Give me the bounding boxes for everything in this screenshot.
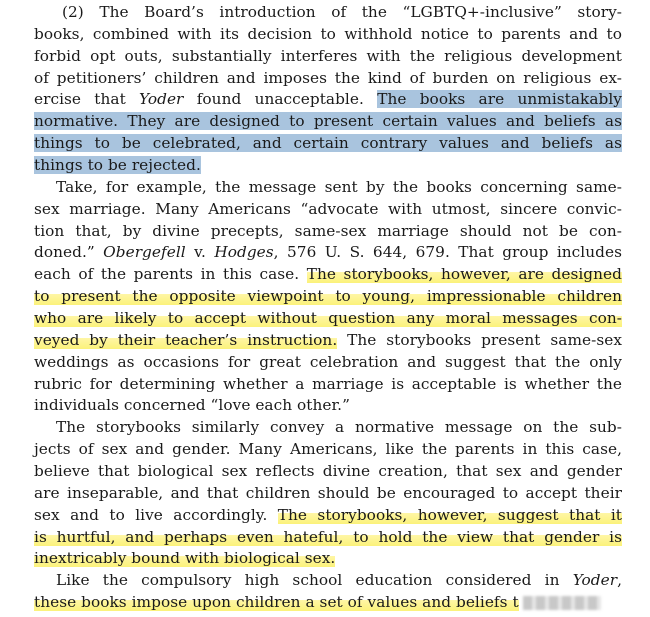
line-text: The storybooks similarly convey a normative message on the sub- — [56, 418, 622, 437]
text-line — [34, 308, 622, 330]
line-text: rubric for determining whether a marriage is acceptable is whether the — [34, 374, 622, 393]
case-name-italic: Yoder — [139, 90, 184, 109]
text-line — [34, 68, 622, 90]
line-text: (2) The Board’s introduction of the “LGBTQ+-inclusive” story- — [62, 3, 622, 21]
line-text: , 576 U. S. 644, 679. That group includes — [273, 243, 622, 262]
line-text: books, combined with its decision to withhold notice to parents and to — [34, 24, 622, 43]
line-text: sex and to live accordingly. — [34, 505, 278, 524]
line-text: Take, for example, the message sent by the books concerning same- — [56, 177, 622, 196]
blue-highlight: normative. They are designed to present certain values and beliefs as — [34, 112, 622, 131]
blue-highlight: things to be rejected. — [34, 156, 201, 174]
text-line — [34, 242, 622, 264]
text-line — [34, 461, 622, 483]
text-line — [34, 89, 622, 111]
text-line — [56, 417, 622, 439]
yellow-highlight: The storybooks, however, are designed — [306, 265, 622, 284]
text-line — [34, 395, 622, 417]
line-text: doned.” — [34, 243, 104, 262]
text-line — [34, 505, 622, 527]
line-text: believe that biological sex reflects divine creation, that sex and gender — [34, 462, 622, 480]
line-text: v. — [185, 243, 215, 262]
text-line — [34, 548, 622, 570]
line-text: , — [617, 571, 622, 590]
text-line — [56, 177, 622, 199]
text-line — [34, 264, 622, 286]
line-text: weddings as occasions for great celebration and suggest that the only — [34, 352, 622, 371]
text-line — [34, 330, 622, 352]
yellow-highlight: inextricably bound with biological sex. — [34, 549, 336, 568]
yellow-highlight: is hurtful, and perhaps even hateful, to hold the view that gender is — [34, 527, 622, 546]
line-text: The storybooks present same-sex — [337, 330, 622, 349]
case-name-italic: Obergefell — [103, 243, 186, 262]
line-text: of petitioners’ children and imposes the kind of burden on religious ex- — [34, 68, 622, 87]
line-text: sex marriage. Many Americans “advocate with utmost, sincere convic- — [34, 199, 622, 218]
line-text: tion that, by divine precepts, same-sex marriage should not be con- — [34, 221, 622, 240]
text-line — [56, 570, 622, 592]
text-line — [34, 221, 622, 243]
yellow-highlight: these books impose upon children a set of values and beliefs t — [34, 593, 519, 612]
line-text: Like the compulsory high school education considered in — [56, 571, 573, 590]
redacted-text-blur — [523, 596, 601, 610]
text-line — [34, 24, 622, 46]
text-line — [34, 155, 622, 177]
text-line — [62, 2, 622, 24]
text-line — [34, 527, 622, 549]
text-line — [34, 483, 622, 505]
text-line — [34, 439, 622, 461]
text-line — [34, 374, 622, 396]
line-text: each of the parents in this case. — [34, 265, 307, 284]
line-text: ercise that — [34, 90, 140, 109]
line-text: jects of sex and gender. Many Americans, like the parents in this case, — [34, 440, 622, 459]
line-text: are inseparable, and that children should be encouraged to accept their — [34, 483, 622, 502]
line-text: forbid opt outs, substantially interferes with the religious development — [34, 46, 622, 65]
text-line — [34, 46, 622, 68]
yellow-highlight: who are likely to accept without question any moral messages con- — [34, 309, 622, 327]
line-text: individuals concerned “love each other.” — [34, 396, 350, 415]
case-name-italic: Yoder — [572, 571, 618, 590]
blue-highlight: The books are unmistakably — [377, 90, 622, 109]
blue-highlight: things to be celebrated, and certain contrary values and beliefs as — [34, 134, 622, 153]
text-line — [34, 133, 622, 155]
text-line — [34, 352, 622, 374]
yellow-highlight: The storybooks, however, suggest that it — [277, 505, 622, 524]
text-line — [34, 199, 622, 221]
case-name-italic: Hodges — [214, 243, 274, 262]
text-line — [34, 111, 622, 133]
text-line — [34, 286, 622, 308]
text-line — [34, 592, 622, 614]
line-text: found unacceptable. — [183, 90, 364, 109]
yellow-highlight: to present the opposite viewpoint to young, impressionable children — [34, 287, 622, 306]
yellow-highlight: veyed by their teacher’s instruction. — [34, 330, 338, 349]
